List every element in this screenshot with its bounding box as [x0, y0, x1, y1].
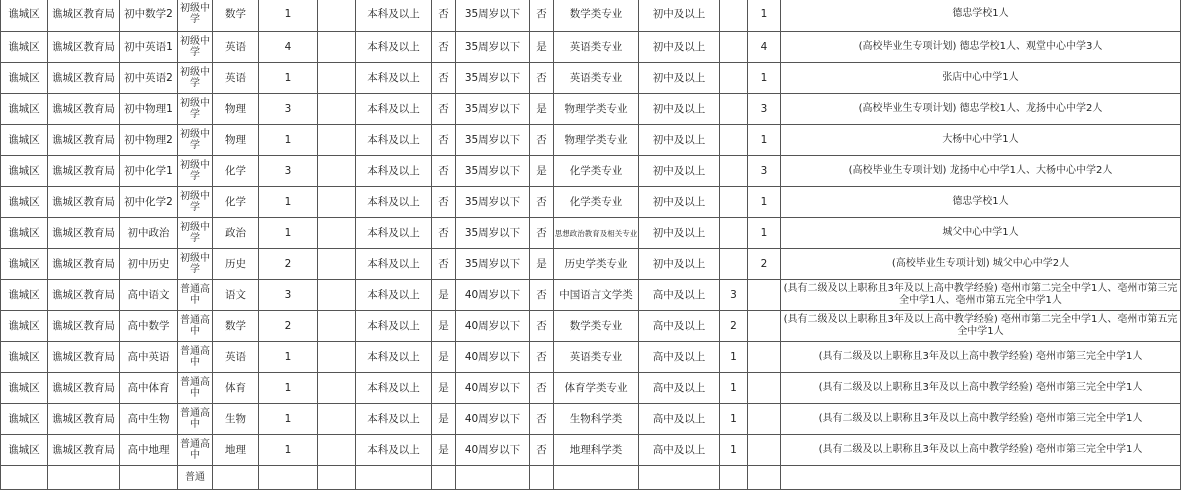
district-cell: 谯城区	[1, 311, 48, 342]
department-cell: 谯城区教育局	[48, 280, 120, 311]
junior-count-cell: 1	[748, 187, 781, 218]
table-row	[1, 0, 1181, 32]
post-cell: 初中英语1	[120, 32, 178, 63]
junior-count-cell: 1	[748, 0, 781, 32]
senior-count-cell: 3	[720, 280, 748, 311]
table-row	[1, 249, 1181, 280]
requirement-b-cell: 否	[530, 187, 554, 218]
district-cell: 谯城区	[1, 435, 48, 466]
blank-cell	[318, 280, 356, 311]
certificate-cell: 初中及以上	[639, 156, 720, 187]
department-cell: 谯城区教育局	[48, 125, 120, 156]
table-row	[1, 156, 1181, 187]
department-cell: 谯城区教育局	[48, 218, 120, 249]
department-cell: 谯城区教育局	[48, 156, 120, 187]
department-cell: 谯城区教育局	[48, 0, 120, 32]
school-level-cell: 初级中学	[178, 218, 213, 249]
education-cell: 本科及以上	[356, 187, 432, 218]
age-limit-cell: 40周岁以下	[456, 404, 530, 435]
school-level-cell: 普通高中	[178, 404, 213, 435]
major-cell: 英语类专业	[554, 342, 639, 373]
post-cell: 初中数学2	[120, 0, 178, 32]
education-cell: 本科及以上	[356, 63, 432, 94]
certificate-cell: 初中及以上	[639, 218, 720, 249]
subject-cell: 物理	[213, 94, 259, 125]
blank-cell	[318, 373, 356, 404]
headcount-cell: 2	[259, 249, 318, 280]
school-level-cell: 普通高中	[178, 373, 213, 404]
headcount-cell: 1	[259, 0, 318, 32]
school-level-cell: 初级中学	[178, 125, 213, 156]
senior-count-cell: 1	[720, 435, 748, 466]
table-row	[1, 373, 1181, 404]
subject-cell: 生物	[213, 404, 259, 435]
requirement-b-cell: 否	[530, 404, 554, 435]
blank-cell	[318, 0, 356, 32]
requirement-a-cell: 否	[432, 0, 456, 32]
department-cell: 谯城区教育局	[48, 373, 120, 404]
age-limit-cell: 35周岁以下	[456, 32, 530, 63]
note-cell: 城父中心中学1人	[781, 218, 1181, 249]
post-cell: 高中英语	[120, 342, 178, 373]
note-cell: (具有二级及以上职称且3年及以上高中教学经验) 亳州市第二完全中学1人、亳州市第五完全中学1人	[781, 311, 1181, 342]
senior-count-cell	[720, 187, 748, 218]
certificate-cell	[639, 466, 720, 490]
district-cell: 谯城区	[1, 32, 48, 63]
subject-cell: 历史	[213, 249, 259, 280]
major-cell: 数学类专业	[554, 0, 639, 32]
note-cell: 大杨中心中学1人	[781, 125, 1181, 156]
department-cell: 谯城区教育局	[48, 404, 120, 435]
department-cell: 谯城区教育局	[48, 32, 120, 63]
junior-count-cell: 1	[748, 218, 781, 249]
age-limit-cell: 40周岁以下	[456, 342, 530, 373]
requirement-a-cell: 否	[432, 63, 456, 94]
note-cell: (高校毕业生专项计划) 德忠学校1人、观堂中心中学3人	[781, 32, 1181, 63]
blank-cell	[318, 466, 356, 490]
major-cell: 中国语言文学类	[554, 280, 639, 311]
post-cell: 初中物理2	[120, 125, 178, 156]
education-cell: 本科及以上	[356, 156, 432, 187]
junior-count-cell	[748, 404, 781, 435]
district-cell: 谯城区	[1, 125, 48, 156]
education-cell: 本科及以上	[356, 373, 432, 404]
major-cell: 地理科学类	[554, 435, 639, 466]
subject-cell: 英语	[213, 342, 259, 373]
headcount-cell: 1	[259, 404, 318, 435]
department-cell	[48, 466, 120, 490]
note-cell: (具有二级及以上职称且3年及以上高中教学经验) 亳州市第三完全中学1人	[781, 404, 1181, 435]
department-cell: 谯城区教育局	[48, 311, 120, 342]
table-row	[1, 342, 1181, 373]
senior-count-cell	[720, 249, 748, 280]
headcount-cell: 3	[259, 280, 318, 311]
district-cell: 谯城区	[1, 373, 48, 404]
major-cell: 英语类专业	[554, 32, 639, 63]
requirement-a-cell: 是	[432, 280, 456, 311]
table-row	[1, 125, 1181, 156]
education-cell: 本科及以上	[356, 249, 432, 280]
table-row	[1, 32, 1181, 63]
note-cell: (高校毕业生专项计划) 城父中心中学2人	[781, 249, 1181, 280]
note-cell: 张店中心中学1人	[781, 63, 1181, 94]
district-cell: 谯城区	[1, 187, 48, 218]
senior-count-cell	[720, 94, 748, 125]
table-row	[1, 218, 1181, 249]
district-cell: 谯城区	[1, 342, 48, 373]
major-cell: 物理学类专业	[554, 125, 639, 156]
post-cell: 高中体育	[120, 373, 178, 404]
senior-count-cell: 1	[720, 404, 748, 435]
requirement-b-cell	[530, 466, 554, 490]
school-level-cell: 初级中学	[178, 187, 213, 218]
requirement-a-cell: 是	[432, 373, 456, 404]
requirement-b-cell: 否	[530, 280, 554, 311]
certificate-cell: 初中及以上	[639, 187, 720, 218]
table-row	[1, 466, 1181, 490]
requirement-a-cell: 否	[432, 218, 456, 249]
major-cell: 数学类专业	[554, 311, 639, 342]
junior-count-cell	[748, 342, 781, 373]
school-level-cell: 普通高中	[178, 311, 213, 342]
requirement-a-cell: 是	[432, 404, 456, 435]
education-cell: 本科及以上	[356, 435, 432, 466]
education-cell: 本科及以上	[356, 218, 432, 249]
requirement-a-cell: 否	[432, 156, 456, 187]
blank-cell	[318, 125, 356, 156]
post-cell: 初中化学1	[120, 156, 178, 187]
certificate-cell: 高中及以上	[639, 311, 720, 342]
blank-cell	[318, 156, 356, 187]
senior-count-cell: 1	[720, 342, 748, 373]
senior-count-cell: 2	[720, 311, 748, 342]
headcount-cell: 2	[259, 311, 318, 342]
education-cell: 本科及以上	[356, 280, 432, 311]
post-cell: 高中语文	[120, 280, 178, 311]
note-cell: (高校毕业生专项计划) 龙扬中心中学1人、大杨中心中学2人	[781, 156, 1181, 187]
post-cell: 初中政治	[120, 218, 178, 249]
certificate-cell: 初中及以上	[639, 249, 720, 280]
note-cell	[781, 466, 1181, 490]
subject-cell: 地理	[213, 435, 259, 466]
certificate-cell: 高中及以上	[639, 280, 720, 311]
post-cell	[120, 466, 178, 490]
education-cell: 本科及以上	[356, 342, 432, 373]
requirement-b-cell: 否	[530, 311, 554, 342]
senior-count-cell: 1	[720, 373, 748, 404]
school-level-cell: 初级中学	[178, 156, 213, 187]
school-level-cell: 初级中学	[178, 94, 213, 125]
junior-count-cell: 4	[748, 32, 781, 63]
blank-cell	[318, 187, 356, 218]
senior-count-cell	[720, 32, 748, 63]
headcount-cell: 1	[259, 63, 318, 94]
table-row	[1, 94, 1181, 125]
table-row	[1, 311, 1181, 342]
headcount-cell: 1	[259, 435, 318, 466]
requirement-a-cell: 否	[432, 125, 456, 156]
department-cell: 谯城区教育局	[48, 94, 120, 125]
certificate-cell: 初中及以上	[639, 32, 720, 63]
subject-cell	[213, 466, 259, 490]
requirement-b-cell: 否	[530, 0, 554, 32]
district-cell: 谯城区	[1, 0, 48, 32]
requirement-b-cell: 否	[530, 125, 554, 156]
headcount-cell: 1	[259, 373, 318, 404]
subject-cell: 英语	[213, 63, 259, 94]
senior-count-cell	[720, 466, 748, 490]
note-cell: (高校毕业生专项计划) 德忠学校1人、龙扬中心中学2人	[781, 94, 1181, 125]
table-row	[1, 187, 1181, 218]
headcount-cell: 1	[259, 125, 318, 156]
school-level-cell: 初级中学	[178, 63, 213, 94]
senior-count-cell	[720, 218, 748, 249]
certificate-cell: 高中及以上	[639, 404, 720, 435]
note-cell: (具有二级及以上职称且3年及以上高中教学经验) 亳州市第三完全中学1人	[781, 342, 1181, 373]
subject-cell: 数学	[213, 0, 259, 32]
headcount-cell: 4	[259, 32, 318, 63]
junior-count-cell: 1	[748, 63, 781, 94]
age-limit-cell: 40周岁以下	[456, 373, 530, 404]
age-limit-cell: 40周岁以下	[456, 311, 530, 342]
blank-cell	[318, 63, 356, 94]
major-cell	[554, 466, 639, 490]
department-cell: 谯城区教育局	[48, 187, 120, 218]
post-cell: 初中化学2	[120, 187, 178, 218]
subject-cell: 体育	[213, 373, 259, 404]
requirement-b-cell: 否	[530, 342, 554, 373]
department-cell: 谯城区教育局	[48, 249, 120, 280]
note-cell: 德忠学校1人	[781, 187, 1181, 218]
school-level-cell: 普通高中	[178, 280, 213, 311]
subject-cell: 化学	[213, 156, 259, 187]
senior-count-cell	[720, 156, 748, 187]
requirement-a-cell: 否	[432, 32, 456, 63]
subject-cell: 数学	[213, 311, 259, 342]
major-cell: 英语类专业	[554, 63, 639, 94]
junior-count-cell: 2	[748, 249, 781, 280]
age-limit-cell: 40周岁以下	[456, 280, 530, 311]
table-row	[1, 63, 1181, 94]
district-cell: 谯城区	[1, 156, 48, 187]
blank-cell	[318, 311, 356, 342]
table-row	[1, 404, 1181, 435]
district-cell: 谯城区	[1, 63, 48, 94]
school-level-cell: 初级中学	[178, 0, 213, 32]
blank-cell	[318, 435, 356, 466]
age-limit-cell: 35周岁以下	[456, 156, 530, 187]
requirement-b-cell: 否	[530, 63, 554, 94]
school-level-cell: 初级中学	[178, 32, 213, 63]
requirement-a-cell: 是	[432, 311, 456, 342]
certificate-cell: 初中及以上	[639, 0, 720, 32]
requirement-b-cell: 是	[530, 156, 554, 187]
headcount-cell: 3	[259, 156, 318, 187]
senior-count-cell	[720, 63, 748, 94]
junior-count-cell	[748, 435, 781, 466]
junior-count-cell	[748, 280, 781, 311]
school-level-cell: 普通高中	[178, 435, 213, 466]
age-limit-cell: 35周岁以下	[456, 0, 530, 32]
major-cell: 思想政治教育及相关专业	[554, 218, 639, 249]
major-cell: 化学类专业	[554, 187, 639, 218]
age-limit-cell	[456, 466, 530, 490]
department-cell: 谯城区教育局	[48, 435, 120, 466]
senior-count-cell	[720, 125, 748, 156]
certificate-cell: 初中及以上	[639, 63, 720, 94]
school-level-cell: 普通高中	[178, 342, 213, 373]
certificate-cell: 初中及以上	[639, 94, 720, 125]
certificate-cell: 高中及以上	[639, 373, 720, 404]
post-cell: 初中英语2	[120, 63, 178, 94]
district-cell: 谯城区	[1, 249, 48, 280]
district-cell: 谯城区	[1, 280, 48, 311]
requirement-a-cell	[432, 466, 456, 490]
junior-count-cell	[748, 466, 781, 490]
education-cell: 本科及以上	[356, 404, 432, 435]
requirement-a-cell: 否	[432, 94, 456, 125]
note-cell: (具有二级及以上职称且3年及以上高中教学经验) 亳州市第三完全中学1人	[781, 373, 1181, 404]
district-cell: 谯城区	[1, 404, 48, 435]
certificate-cell: 高中及以上	[639, 342, 720, 373]
age-limit-cell: 35周岁以下	[456, 187, 530, 218]
subject-cell: 政治	[213, 218, 259, 249]
requirement-b-cell: 否	[530, 218, 554, 249]
requirement-b-cell: 是	[530, 32, 554, 63]
age-limit-cell: 35周岁以下	[456, 94, 530, 125]
subject-cell: 语文	[213, 280, 259, 311]
blank-cell	[318, 32, 356, 63]
subject-cell: 化学	[213, 187, 259, 218]
note-cell: 德忠学校1人	[781, 0, 1181, 32]
headcount-cell: 1	[259, 218, 318, 249]
requirement-b-cell: 是	[530, 249, 554, 280]
age-limit-cell: 40周岁以下	[456, 435, 530, 466]
post-cell: 初中物理1	[120, 94, 178, 125]
note-cell: (具有二级及以上职称且3年及以上高中教学经验) 亳州市第三完全中学1人	[781, 435, 1181, 466]
post-cell: 高中地理	[120, 435, 178, 466]
major-cell: 化学类专业	[554, 156, 639, 187]
junior-count-cell: 3	[748, 156, 781, 187]
major-cell: 体育学类专业	[554, 373, 639, 404]
certificate-cell: 初中及以上	[639, 125, 720, 156]
requirement-a-cell: 否	[432, 249, 456, 280]
senior-count-cell	[720, 0, 748, 32]
note-cell: (具有二级及以上职称且3年及以上高中教学经验) 亳州市第二完全中学1人、亳州市第三完全中学1人、亳州市第五完全中学1人	[781, 280, 1181, 311]
department-cell: 谯城区教育局	[48, 63, 120, 94]
headcount-cell: 1	[259, 342, 318, 373]
post-cell: 初中历史	[120, 249, 178, 280]
district-cell: 谯城区	[1, 94, 48, 125]
major-cell: 物理学类专业	[554, 94, 639, 125]
district-cell	[1, 466, 48, 490]
major-cell: 历史学类专业	[554, 249, 639, 280]
blank-cell	[318, 249, 356, 280]
age-limit-cell: 35周岁以下	[456, 125, 530, 156]
junior-count-cell: 3	[748, 94, 781, 125]
education-cell: 本科及以上	[356, 94, 432, 125]
table-row	[1, 435, 1181, 466]
district-cell: 谯城区	[1, 218, 48, 249]
headcount-cell	[259, 466, 318, 490]
headcount-cell: 3	[259, 94, 318, 125]
age-limit-cell: 35周岁以下	[456, 63, 530, 94]
school-level-cell: 普通	[178, 466, 213, 490]
subject-cell: 英语	[213, 32, 259, 63]
blank-cell	[318, 94, 356, 125]
table-row	[1, 280, 1181, 311]
requirement-a-cell: 否	[432, 187, 456, 218]
education-cell	[356, 466, 432, 490]
junior-count-cell: 1	[748, 125, 781, 156]
requirement-b-cell: 是	[530, 94, 554, 125]
junior-count-cell	[748, 373, 781, 404]
requirement-a-cell: 是	[432, 435, 456, 466]
education-cell: 本科及以上	[356, 311, 432, 342]
subject-cell: 物理	[213, 125, 259, 156]
requirement-b-cell: 否	[530, 435, 554, 466]
school-level-cell: 初级中学	[178, 249, 213, 280]
blank-cell	[318, 404, 356, 435]
headcount-cell: 1	[259, 187, 318, 218]
requirement-b-cell: 否	[530, 373, 554, 404]
requirement-a-cell: 是	[432, 342, 456, 373]
blank-cell	[318, 218, 356, 249]
post-cell: 高中数学	[120, 311, 178, 342]
age-limit-cell: 35周岁以下	[456, 249, 530, 280]
blank-cell	[318, 342, 356, 373]
age-limit-cell: 35周岁以下	[456, 218, 530, 249]
junior-count-cell	[748, 311, 781, 342]
education-cell: 本科及以上	[356, 125, 432, 156]
department-cell: 谯城区教育局	[48, 342, 120, 373]
post-cell: 高中生物	[120, 404, 178, 435]
education-cell: 本科及以上	[356, 0, 432, 32]
education-cell: 本科及以上	[356, 32, 432, 63]
certificate-cell: 高中及以上	[639, 435, 720, 466]
major-cell: 生物科学类	[554, 404, 639, 435]
